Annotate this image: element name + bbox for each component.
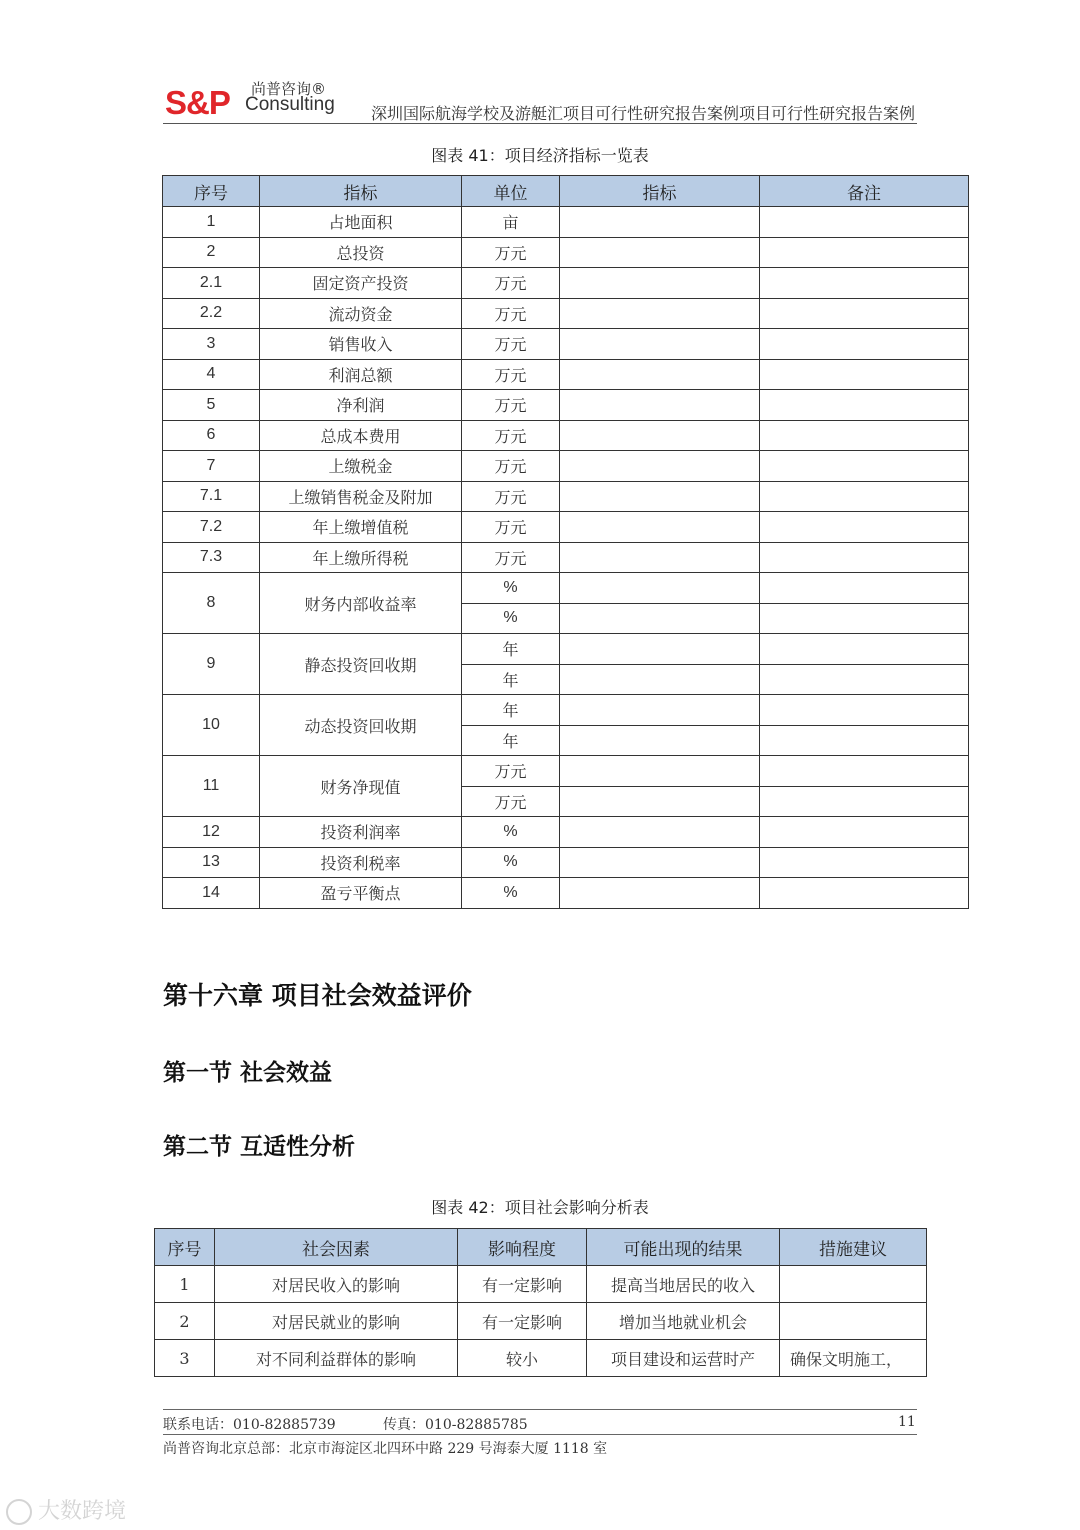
remark — [760, 512, 969, 543]
remark — [760, 725, 969, 756]
indicator-name: 利润总额 — [260, 359, 462, 390]
indicator-value — [560, 207, 760, 238]
header-cell: 序号 — [163, 176, 260, 207]
table-row — [155, 1303, 927, 1340]
indicator-value — [560, 878, 760, 909]
indicator-unit: 年 — [462, 634, 560, 665]
table-row — [163, 359, 969, 390]
footer-fax: 传真：010-82885785 — [383, 1417, 528, 1433]
indicator-name: 上缴税金 — [260, 451, 462, 482]
table-row — [163, 268, 969, 299]
logo-en-text: Consulting — [245, 94, 335, 115]
indicator-value — [560, 390, 760, 421]
indicator-unit: % — [462, 878, 560, 909]
indicator-unit: 万元 — [462, 329, 560, 360]
indicator-name: 总成本费用 — [260, 420, 462, 451]
header-divider — [163, 123, 917, 124]
watermark-text: 大数跨境 — [38, 1499, 127, 1524]
indicator-name: 财务内部收益率 — [260, 573, 462, 634]
indicator-value — [560, 847, 760, 878]
impact-degree: 有一定影响 — [458, 1266, 587, 1303]
table-row — [163, 390, 969, 421]
indicator-unit: 年 — [462, 695, 560, 726]
impact-degree: 较小 — [458, 1340, 587, 1377]
watermark — [6, 1494, 126, 1525]
indicator-name: 动态投资回收期 — [260, 695, 462, 756]
indicator-value — [560, 603, 760, 634]
indicator-name: 上缴销售税金及附加 — [260, 481, 462, 512]
row-number: 1 — [163, 207, 260, 238]
remark — [760, 756, 969, 787]
table-row — [163, 817, 969, 848]
indicator-name: 流动资金 — [260, 298, 462, 329]
header-title: 深圳国际航海学校及游艇汇项目可行性研究报告案例项目可行性研究报告案例 — [370, 104, 915, 123]
footer-phone: 联系电话：010-82885739 — [163, 1417, 336, 1433]
header-cell: 备注 — [760, 176, 969, 207]
row-number: 11 — [163, 756, 260, 817]
remark — [760, 695, 969, 726]
economic-indicators-table — [162, 175, 969, 909]
row-number: 2.2 — [163, 298, 260, 329]
indicator-unit: 万元 — [462, 237, 560, 268]
indicator-value — [560, 573, 760, 604]
table-row — [163, 420, 969, 451]
indicator-value — [560, 786, 760, 817]
indicator-unit: 万元 — [462, 359, 560, 390]
remark — [760, 420, 969, 451]
table-row — [163, 207, 969, 238]
row-number: 8 — [163, 573, 260, 634]
header-cell: 单位 — [462, 176, 560, 207]
row-number: 6 — [163, 420, 260, 451]
remark — [760, 664, 969, 695]
table-row — [163, 481, 969, 512]
remark — [760, 268, 969, 299]
remark — [760, 390, 969, 421]
indicator-value — [560, 237, 760, 268]
indicator-name: 静态投资回收期 — [260, 634, 462, 695]
row-number: 13 — [163, 847, 260, 878]
section-title-2: 第二节 互适性分析 — [163, 1134, 356, 1160]
row-number: 5 — [163, 390, 260, 421]
row-number: 2 — [155, 1303, 215, 1340]
table-row — [163, 695, 969, 726]
table-row — [163, 573, 969, 604]
indicator-value — [560, 359, 760, 390]
logo-cn-text: 尚普咨询® — [251, 80, 327, 98]
indicator-name: 总投资 — [260, 237, 462, 268]
header-cell: 序号 — [155, 1229, 215, 1266]
indicator-value — [560, 817, 760, 848]
indicator-name: 投资利润率 — [260, 817, 462, 848]
table-row — [163, 878, 969, 909]
footer-divider-top — [163, 1409, 917, 1410]
indicator-value — [560, 420, 760, 451]
table-header-row — [163, 176, 969, 207]
advice: 确保文明施工， — [780, 1340, 927, 1377]
row-number: 4 — [163, 359, 260, 390]
possible-result: 项目建设和运营时产 — [587, 1340, 780, 1377]
remark — [760, 634, 969, 665]
remark — [760, 786, 969, 817]
table-row — [163, 451, 969, 482]
indicator-unit: 万元 — [462, 756, 560, 787]
indicator-name: 销售收入 — [260, 329, 462, 360]
row-number: 3 — [163, 329, 260, 360]
social-factor: 对不同利益群体的影响 — [215, 1340, 458, 1377]
indicator-unit: 万元 — [462, 786, 560, 817]
table2-caption: 图表 42：项目社会影响分析表 — [431, 1198, 649, 1217]
indicator-value — [560, 451, 760, 482]
table-row — [163, 542, 969, 573]
indicator-unit: 万元 — [462, 481, 560, 512]
header-cell: 指标 — [260, 176, 462, 207]
row-number: 2 — [163, 237, 260, 268]
footer-divider-bottom — [163, 1434, 917, 1435]
indicator-unit: % — [462, 817, 560, 848]
indicator-unit: 年 — [462, 664, 560, 695]
indicator-name: 盈亏平衡点 — [260, 878, 462, 909]
indicator-unit: 万元 — [462, 268, 560, 299]
indicator-unit: 年 — [462, 725, 560, 756]
table-row — [155, 1266, 927, 1303]
indicator-unit: 万元 — [462, 451, 560, 482]
header-cell: 影响程度 — [458, 1229, 587, 1266]
row-number: 9 — [163, 634, 260, 695]
watermark-logo-icon — [6, 1499, 32, 1525]
indicator-name: 占地面积 — [260, 207, 462, 238]
remark — [760, 817, 969, 848]
header-cell: 措施建议 — [780, 1229, 927, 1266]
row-number: 7.2 — [163, 512, 260, 543]
table-header-row — [155, 1229, 927, 1266]
indicator-value — [560, 695, 760, 726]
remark — [760, 573, 969, 604]
remark — [760, 298, 969, 329]
table1-caption: 图表 41：项目经济指标一览表 — [431, 146, 649, 165]
footer-address: 尚普咨询北京总部：北京市海淀区北四环中路 229 号海泰大厦 1118 室 — [163, 1441, 608, 1457]
row-number: 10 — [163, 695, 260, 756]
social-factor: 对居民就业的影响 — [215, 1303, 458, 1340]
indicator-unit: 万元 — [462, 298, 560, 329]
remark — [760, 878, 969, 909]
indicator-value — [560, 268, 760, 299]
indicator-name: 年上缴所得税 — [260, 542, 462, 573]
table-row — [163, 237, 969, 268]
row-number: 2.1 — [163, 268, 260, 299]
indicator-unit: 亩 — [462, 207, 560, 238]
indicator-value — [560, 481, 760, 512]
indicator-name: 投资利税率 — [260, 847, 462, 878]
remark — [760, 451, 969, 482]
row-number: 7.3 — [163, 542, 260, 573]
logo-mark: S&P — [165, 84, 230, 121]
remark — [760, 329, 969, 360]
indicator-value — [560, 512, 760, 543]
remark — [760, 207, 969, 238]
indicator-value — [560, 542, 760, 573]
indicator-unit: % — [462, 847, 560, 878]
indicator-name: 财务净现值 — [260, 756, 462, 817]
table-row — [163, 329, 969, 360]
possible-result: 增加当地就业机会 — [587, 1303, 780, 1340]
indicator-value — [560, 329, 760, 360]
remark — [760, 481, 969, 512]
indicator-unit: 万元 — [462, 420, 560, 451]
advice — [780, 1266, 927, 1303]
indicator-value — [560, 725, 760, 756]
row-number: 14 — [163, 878, 260, 909]
table-row — [163, 512, 969, 543]
table-row — [163, 847, 969, 878]
possible-result: 提高当地居民的收入 — [587, 1266, 780, 1303]
social-factor: 对居民收入的影响 — [215, 1266, 458, 1303]
row-number: 12 — [163, 817, 260, 848]
indicator-name: 固定资产投资 — [260, 268, 462, 299]
header-cell: 指标 — [560, 176, 760, 207]
table-row — [163, 756, 969, 787]
remark — [760, 359, 969, 390]
row-number: 7.1 — [163, 481, 260, 512]
row-number: 7 — [163, 451, 260, 482]
impact-degree: 有一定影响 — [458, 1303, 587, 1340]
header-cell: 社会因素 — [215, 1229, 458, 1266]
header-cell: 可能出现的结果 — [587, 1229, 780, 1266]
indicator-unit: 万元 — [462, 512, 560, 543]
indicator-name: 净利润 — [260, 390, 462, 421]
indicator-value — [560, 756, 760, 787]
row-number: 3 — [155, 1340, 215, 1377]
remark — [760, 542, 969, 573]
indicator-unit: % — [462, 603, 560, 634]
remark — [760, 237, 969, 268]
advice — [780, 1303, 927, 1340]
indicator-unit: 万元 — [462, 390, 560, 421]
indicator-name: 年上缴增值税 — [260, 512, 462, 543]
section-title-1: 第一节 社会效益 — [163, 1060, 333, 1086]
indicator-value — [560, 298, 760, 329]
chapter-title: 第十六章 项目社会效益评价 — [163, 981, 472, 1010]
remark — [760, 847, 969, 878]
table-row — [155, 1340, 927, 1377]
table-row — [163, 634, 969, 665]
indicator-unit: % — [462, 573, 560, 604]
indicator-value — [560, 664, 760, 695]
indicator-value — [560, 634, 760, 665]
page-number: 11 — [898, 1414, 916, 1430]
remark — [760, 603, 969, 634]
table-row — [163, 298, 969, 329]
social-impact-table — [154, 1228, 927, 1377]
indicator-unit: 万元 — [462, 542, 560, 573]
row-number: 1 — [155, 1266, 215, 1303]
